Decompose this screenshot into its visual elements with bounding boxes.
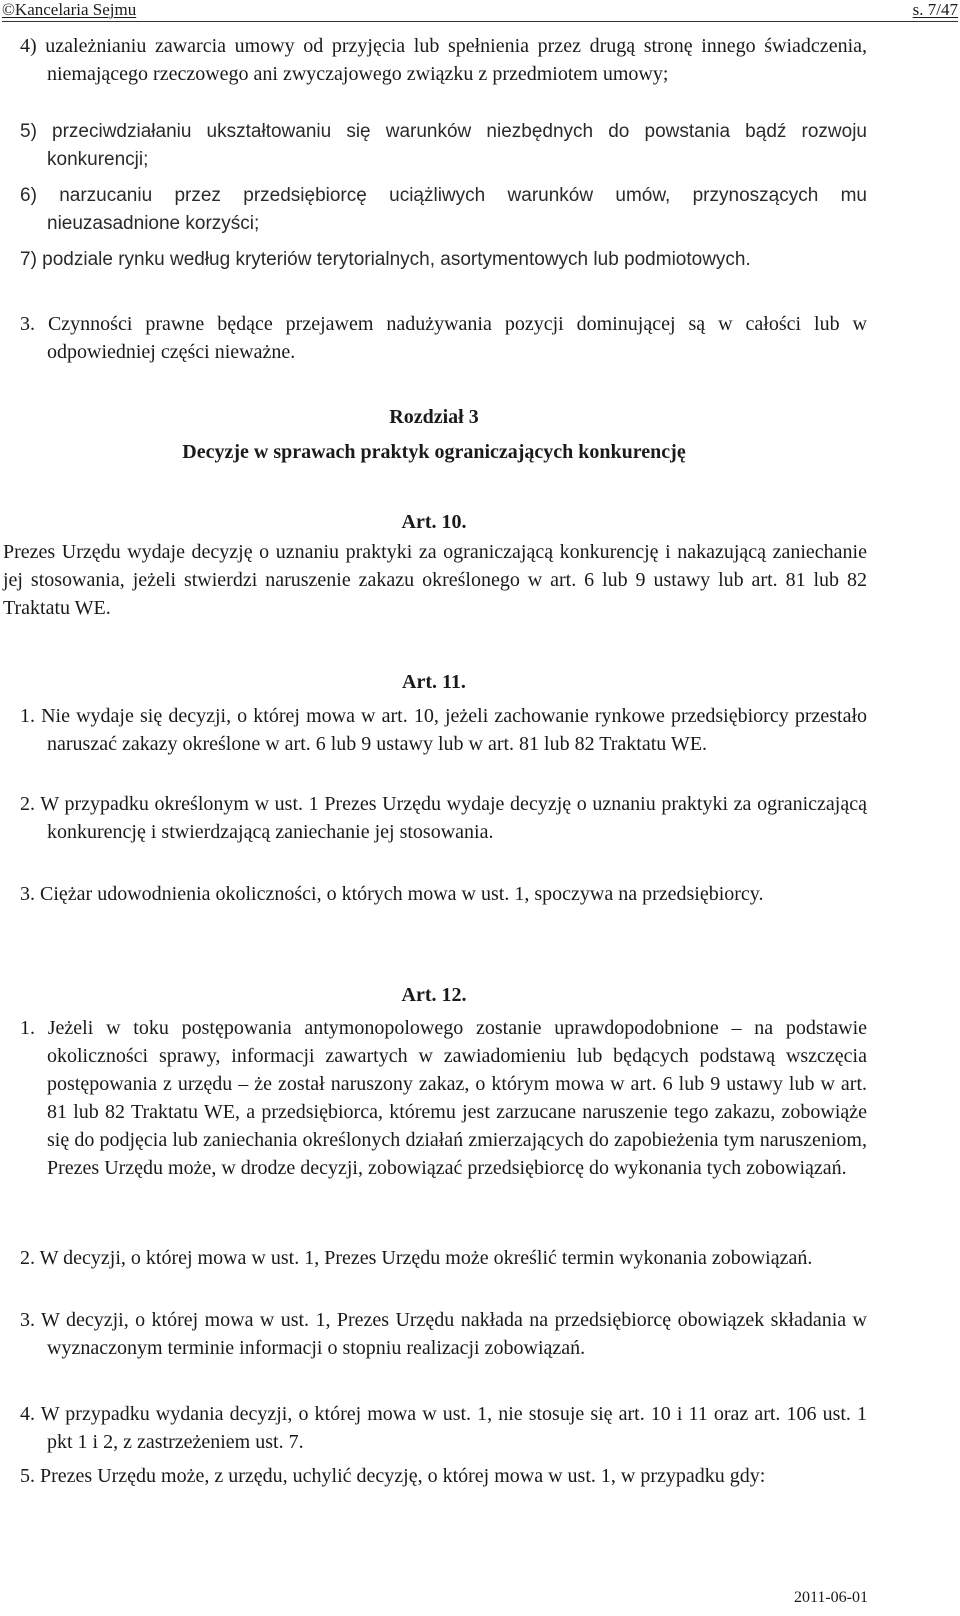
header-page-number: s. 7/47 <box>912 0 958 19</box>
header-copyright: ©Kancelaria Sejmu <box>2 0 137 19</box>
footer-date: 2011-06-01 <box>793 1589 868 1606</box>
list-item-5: 5) przeciwdziałaniu ukształtowaniu się warunków niezbędnych do powstania bądź rozwoju konkurencji; <box>20 121 867 170</box>
art10-heading: Art. 10. <box>401 511 467 533</box>
chapter-number: Rozdział 3 <box>389 406 479 428</box>
art11-heading: Art. 11. <box>402 671 466 693</box>
art12-item-4: 4. W przypadku wydania decyzji, o której mowa w ust. 1, nie stosuje się art. 10 i 11 oraz art. 106 ust. 1 pkt 1 i 2, z zastrzeżeniem ust. 7. <box>20 1403 867 1453</box>
art12-heading: Art. 12. <box>401 984 467 1006</box>
art12-item-3: 3. W decyzji, o której mowa w ust. 1, Prezes Urzędu nakłada na przedsiębiorcę obowiązek składania w wyznaczonym terminie informacji o stopniu realizacji zobowiązań. <box>20 1309 867 1359</box>
header-rule <box>2 21 958 22</box>
art12-item-5: 5. Prezes Urzędu może, z urzędu, uchylić decyzję, o której mowa w ust. 1, w przypadku gdy: <box>20 1465 766 1487</box>
list-item-6: 6) narzucaniu przez przedsiębiorcę uciążliwych warunków umów, przynoszących mu nieuzasadnione korzyści; <box>20 185 867 234</box>
art11-item-2: 2. W przypadku określonym w ust. 1 Prezes Urzędu wydaje decyzję o uznaniu praktyki za ograniczającą konkurencję i stwierdzającą zaniechanie jej stosowania. <box>20 793 867 843</box>
chapter-title: Decyzje w sprawach praktyk ograniczających konkurencję <box>182 441 686 463</box>
list-item-4: 4) uzależnianiu zawarcia umowy od przyjęcia lub spełnienia przez drugą stronę innego świadczenia, niemającego rzeczowego ani zwyczajowego związku z przedmiotem umowy; <box>20 35 867 85</box>
art12-item-1: 1. Jeżeli w toku postępowania antymonopolowego zostanie uprawdopodobnione – na podstawie okoliczności sprawy, informacji zawartych w zawiadomieniu lub będących podstawą wszczęcia postępowania z urzędu – że został naruszony zakaz, o którym mowa w art. 6 lub 9 ustawy lub w art. 81 lub 82 Traktatu WE, a przedsiębiorca, któremu jest zarzucane naruszenie tego zakazu, zobowiąże się do podjęcia lub zaniechania określonych działań zmierzających do zapobieżenia tym naruszeniom, Prezes Urzędu może, w drodze decyzji, zobowiązać przedsiębiorcę do wykonania tych zobowiązań. <box>20 1017 867 1179</box>
list-item-7: 7) podziale rynku według kryteriów terytorialnych, asortymentowych lub podmiotowych. <box>20 249 751 270</box>
art12-item-2: 2. W decyzji, o której mowa w ust. 1, Prezes Urzędu może określić termin wykonania zobowiązań. <box>20 1247 813 1269</box>
art10-text: Prezes Urzędu wydaje decyzję o uznaniu praktyki za ograniczającą konkurencję i nakazującą zaniechanie jej stosowania, jeżeli stwierdzi naruszenie zakazu określonego w art. 6 lub 9 ustawy lub art. 81 lub 82 Traktatu WE. <box>3 541 867 619</box>
art11-item-3: 3. Ciężar udowodnienia okoliczności, o których mowa w ust. 1, spoczywa na przedsiębiorcy. <box>20 883 764 905</box>
art11-item-1: 1. Nie wydaje się decyzji, o której mowa w art. 10, jeżeli zachowanie rynkowe przedsiębiorcy przestało naruszać zakazy określone w art. 6 lub 9 ustawy lub w art. 81 lub 82 Traktatu WE. <box>20 705 867 755</box>
paragraph-3: 3. Czynności prawne będące przejawem nadużywania pozycji dominującej są w całości lub w odpowiedniej części nieważne. <box>20 313 867 363</box>
